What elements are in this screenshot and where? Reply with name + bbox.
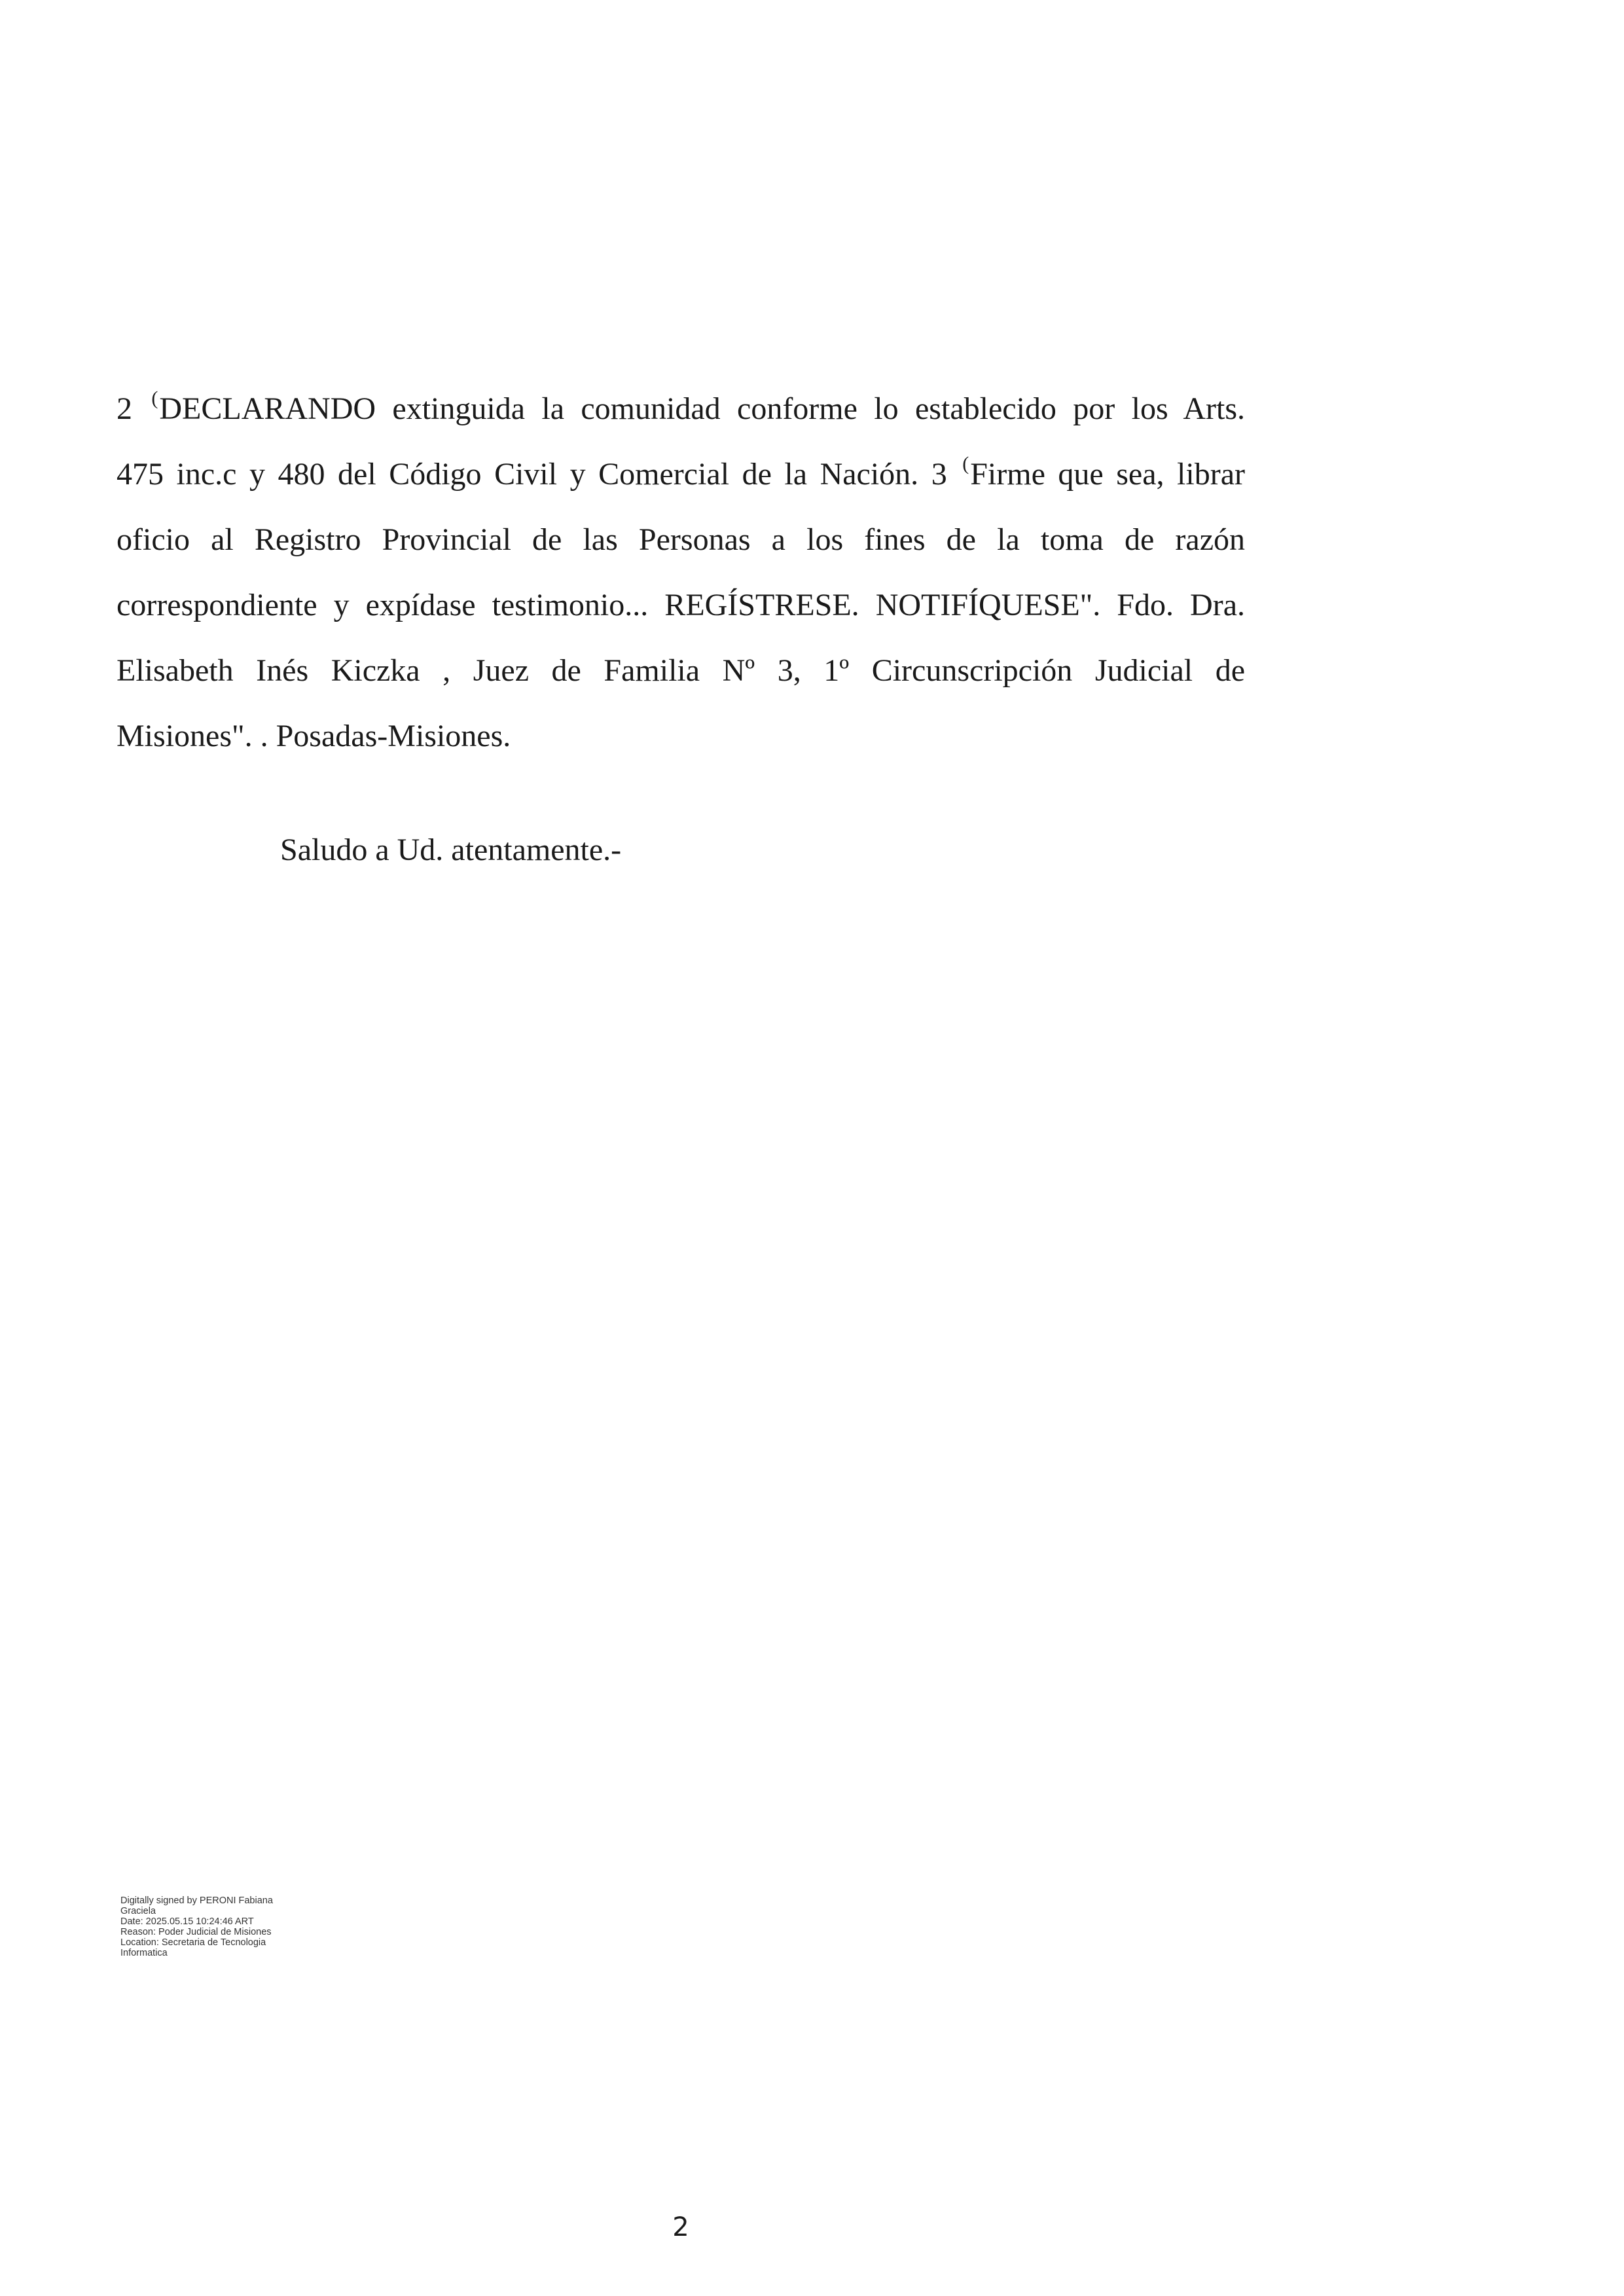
- digital-signature-block: [120, 1895, 330, 1958]
- signature-date: Date: 2025.05.15 10:24:46 ART: [120, 1916, 254, 1927]
- line-text: Firme que sea, librar: [970, 457, 1245, 492]
- signature-reason: Reason: Poder Judicial de Misiones: [120, 1927, 272, 1937]
- body-line-6: Misiones". . Posadas-Misiones.: [117, 719, 511, 753]
- signature-line: Graciela: [120, 1906, 156, 1916]
- line-prefix: 2: [117, 391, 149, 426]
- signature-location: Location: Secretaria de Tecnologia: [120, 1937, 266, 1948]
- superscript-mark: (: [151, 387, 158, 409]
- body-line-4: correspondiente y expídase testimonio... REGÍSTRESE. NOTIFÍQUESE". Fdo. Dra.: [117, 588, 1245, 622]
- superscript-mark: (: [962, 453, 969, 475]
- body-line-2: [117, 442, 1245, 507]
- signature-line: Digitally signed by PERONI Fabiana: [120, 1895, 273, 1906]
- body-line-1: [117, 376, 1245, 442]
- line-prefix: 475 inc.c y 480 del Código Civil y Comercial de la Nación. 3: [117, 457, 960, 492]
- signature-line: Informatica: [120, 1948, 168, 1958]
- salutation: Saludo a Ud. atentamente.-: [280, 833, 622, 867]
- body-line-5: Elisabeth Inés Kiczka , Juez de Familia Nº 3, 1º Circunscripción Judicial de: [117, 653, 1245, 688]
- page-number: 2: [672, 2212, 689, 2242]
- document-body: [117, 376, 1245, 769]
- line-text: DECLARANDO extinguida la comunidad conforme lo establecido por los Arts.: [159, 391, 1245, 426]
- body-line-3: oficio al Registro Provincial de las Personas a los fines de la toma de razón: [117, 522, 1245, 557]
